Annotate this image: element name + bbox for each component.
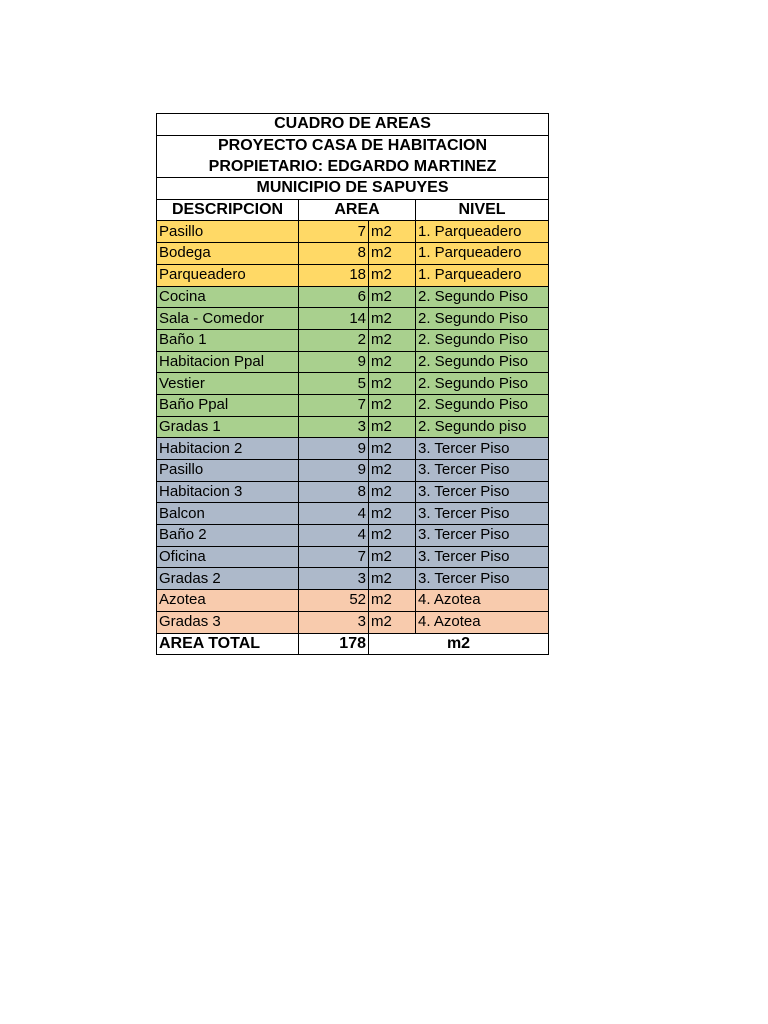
row-level: 3. Tercer Piso [416, 481, 549, 503]
row-description: Baño Ppal [157, 394, 299, 416]
row-area-unit: m2 [369, 394, 416, 416]
total-unit: m2 [369, 633, 549, 655]
table-row [157, 460, 549, 482]
row-area-value: 4 [299, 525, 369, 547]
row-area-value: 9 [299, 438, 369, 460]
row-level: 3. Tercer Piso [416, 438, 549, 460]
row-level: 3. Tercer Piso [416, 546, 549, 568]
owner-name: PROPIETARIO: EDGARDO MARTINEZ [157, 156, 549, 177]
total-label: AREA TOTAL [157, 633, 299, 655]
row-description: Bodega [157, 243, 299, 265]
table-row [157, 590, 549, 612]
row-description: Gradas 2 [157, 568, 299, 590]
table-row [157, 373, 549, 395]
row-area-unit: m2 [369, 503, 416, 525]
row-area-value: 3 [299, 568, 369, 590]
row-description: Azotea [157, 590, 299, 612]
table-row [157, 438, 549, 460]
row-area-value: 7 [299, 546, 369, 568]
row-area-value: 7 [299, 221, 369, 243]
row-area-unit: m2 [369, 416, 416, 438]
column-header-description: DESCRIPCION [157, 199, 299, 221]
row-level: 4. Azotea [416, 611, 549, 633]
owner-row [157, 156, 549, 177]
row-area-unit: m2 [369, 590, 416, 612]
row-description: Parqueadero [157, 264, 299, 286]
row-area-unit: m2 [369, 308, 416, 330]
total-value: 178 [299, 633, 369, 655]
row-area-value: 5 [299, 373, 369, 395]
column-header-level: NIVEL [416, 199, 549, 221]
row-area-unit: m2 [369, 243, 416, 265]
row-area-unit: m2 [369, 264, 416, 286]
row-area-unit: m2 [369, 546, 416, 568]
table-row [157, 611, 549, 633]
row-description: Vestier [157, 373, 299, 395]
row-area-value: 2 [299, 329, 369, 351]
row-area-unit: m2 [369, 611, 416, 633]
row-description: Gradas 1 [157, 416, 299, 438]
row-level: 2. Segundo Piso [416, 351, 549, 373]
row-area-value: 7 [299, 394, 369, 416]
row-area-unit: m2 [369, 221, 416, 243]
table-title: CUADRO DE AREAS [157, 114, 549, 136]
row-area-value: 4 [299, 503, 369, 525]
row-area-value: 9 [299, 460, 369, 482]
column-header-area: AREA [299, 199, 416, 221]
table-row [157, 264, 549, 286]
row-description: Cocina [157, 286, 299, 308]
row-area-value: 8 [299, 481, 369, 503]
row-description: Gradas 3 [157, 611, 299, 633]
row-area-unit: m2 [369, 373, 416, 395]
municipality-name: MUNICIPIO DE SAPUYES [157, 178, 549, 200]
table-row [157, 525, 549, 547]
table-row [157, 416, 549, 438]
project-name: PROYECTO CASA DE HABITACION [157, 135, 549, 156]
areas-table [156, 113, 549, 655]
row-description: Habitacion 3 [157, 481, 299, 503]
title-row [157, 114, 549, 136]
project-row [157, 135, 549, 156]
row-area-value: 3 [299, 416, 369, 438]
row-area-value: 52 [299, 590, 369, 612]
row-area-unit: m2 [369, 481, 416, 503]
table-row [157, 503, 549, 525]
table-row [157, 329, 549, 351]
row-level: 3. Tercer Piso [416, 525, 549, 547]
row-level: 3. Tercer Piso [416, 568, 549, 590]
row-area-value: 6 [299, 286, 369, 308]
row-area-unit: m2 [369, 286, 416, 308]
row-description: Pasillo [157, 460, 299, 482]
row-area-unit: m2 [369, 525, 416, 547]
table-row [157, 568, 549, 590]
row-description: Habitacion 2 [157, 438, 299, 460]
row-area-unit: m2 [369, 460, 416, 482]
row-area-unit: m2 [369, 568, 416, 590]
total-row [157, 633, 549, 655]
row-level: 2. Segundo Piso [416, 286, 549, 308]
row-area-unit: m2 [369, 351, 416, 373]
table-row [157, 394, 549, 416]
row-level: 1. Parqueadero [416, 243, 549, 265]
row-level: 1. Parqueadero [416, 264, 549, 286]
row-area-value: 8 [299, 243, 369, 265]
row-level: 4. Azotea [416, 590, 549, 612]
row-level: 2. Segundo Piso [416, 373, 549, 395]
row-description: Habitacion Ppal [157, 351, 299, 373]
row-level: 3. Tercer Piso [416, 460, 549, 482]
row-level: 1. Parqueadero [416, 221, 549, 243]
row-level: 2. Segundo Piso [416, 308, 549, 330]
table-row [157, 481, 549, 503]
row-area-unit: m2 [369, 438, 416, 460]
row-description: Sala - Comedor [157, 308, 299, 330]
row-area-value: 14 [299, 308, 369, 330]
row-description: Baño 2 [157, 525, 299, 547]
table-row [157, 243, 549, 265]
table-row [157, 351, 549, 373]
row-area-unit: m2 [369, 329, 416, 351]
row-description: Baño 1 [157, 329, 299, 351]
row-level: 3. Tercer Piso [416, 503, 549, 525]
municipality-row [157, 178, 549, 200]
table-row [157, 308, 549, 330]
table-row [157, 221, 549, 243]
row-area-value: 18 [299, 264, 369, 286]
row-level: 2. Segundo piso [416, 416, 549, 438]
table-row [157, 286, 549, 308]
row-description: Oficina [157, 546, 299, 568]
table-row [157, 546, 549, 568]
row-description: Pasillo [157, 221, 299, 243]
row-level: 2. Segundo Piso [416, 329, 549, 351]
row-area-value: 9 [299, 351, 369, 373]
row-level: 2. Segundo Piso [416, 394, 549, 416]
row-description: Balcon [157, 503, 299, 525]
row-area-value: 3 [299, 611, 369, 633]
column-header-row [157, 199, 549, 221]
